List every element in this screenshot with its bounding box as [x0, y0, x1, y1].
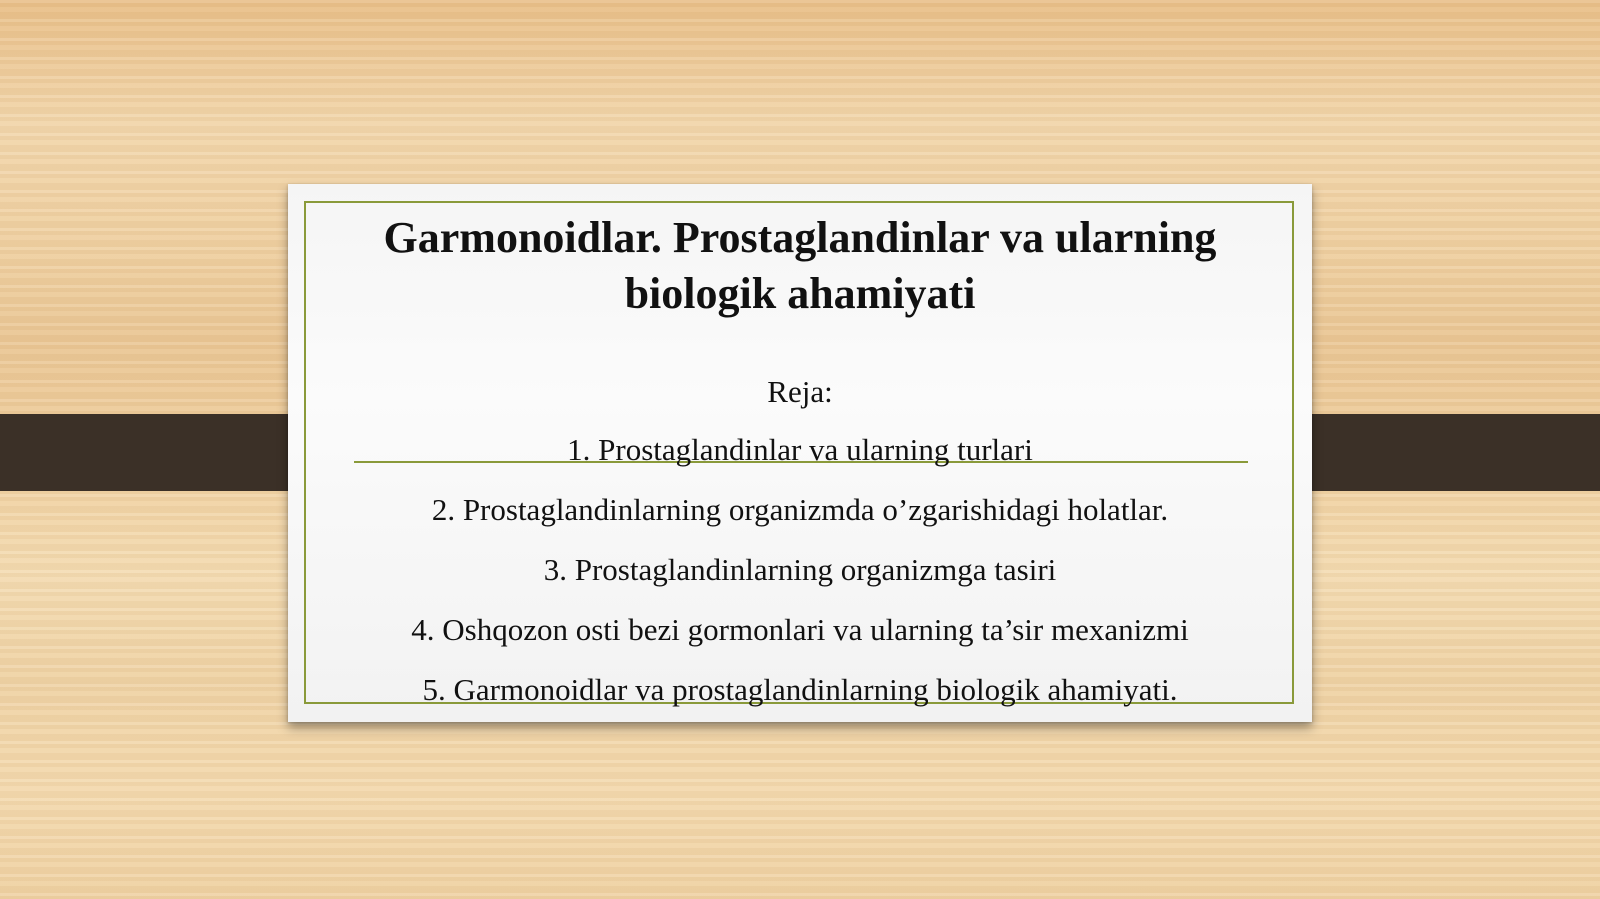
plan-item-5: 5. Garmonoidlar va prostaglandinlarning biologik ahamiyati. — [422, 672, 1178, 707]
slide-title — [288, 210, 1312, 322]
plan-item-2: 2. Prostaglandinlarning organizmda o’zgarishidagi holatlar. — [431, 492, 1169, 527]
right-strap — [1276, 414, 1600, 491]
title-line-1: Garmonoidlar. Prostaglandinlar va ularning — [383, 213, 1217, 262]
title-line-2: biologik ahamiyati — [624, 269, 976, 318]
plan-item-1: 1. Prostaglandinlar va ularning turlari — [567, 432, 1033, 467]
plan-item-3: 3. Prostaglandinlarning organizmga tasiri — [543, 552, 1057, 587]
left-strap — [0, 414, 324, 491]
plan-label: Reja: — [767, 374, 833, 409]
plan-item-4: 4. Oshqozon osti bezi gormonlari va ularning ta’sir mexanizmi — [411, 612, 1189, 647]
plan-list — [288, 430, 1312, 730]
slide-card — [288, 184, 1312, 722]
